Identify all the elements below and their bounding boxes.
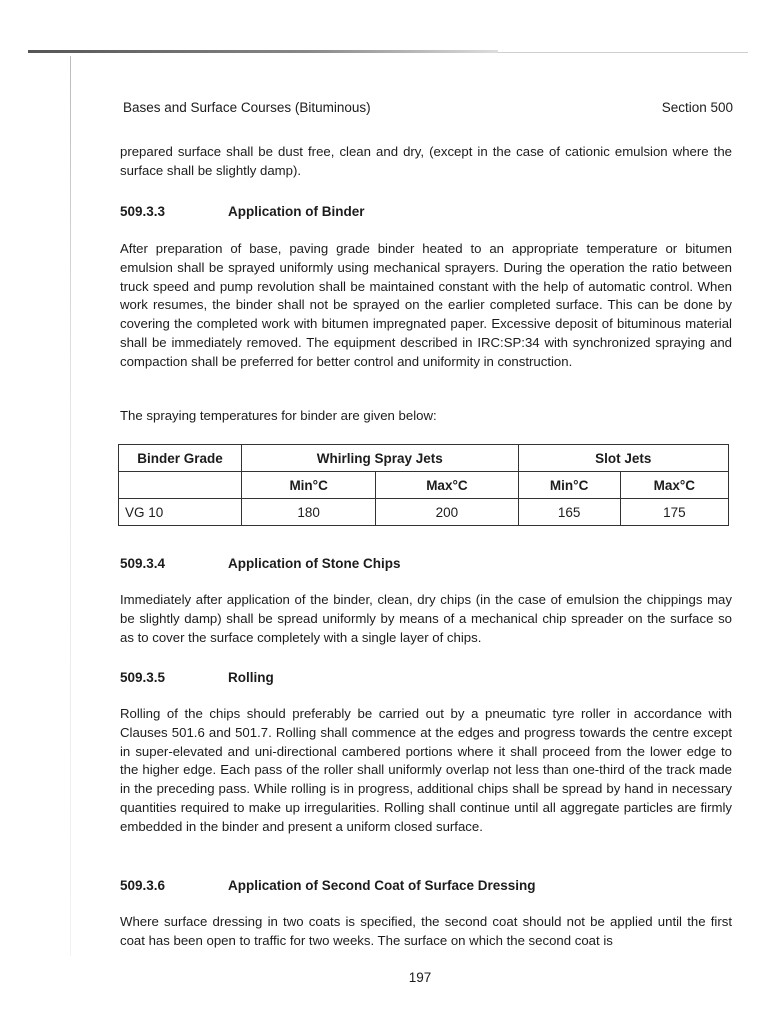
section-number: 509.3.5	[120, 670, 166, 685]
section-heading-509-3-6	[120, 878, 536, 893]
section-number: 509.3.6	[120, 878, 166, 893]
subheader-cell: Max°C	[620, 472, 728, 499]
value-cell: 175	[620, 499, 728, 526]
spraying-temperature-table	[118, 444, 729, 526]
section-title: Application of Binder	[228, 204, 365, 219]
grade-cell: VG 10	[119, 499, 242, 526]
header-title: Bases and Surface Courses (Bituminous)	[123, 100, 371, 115]
section-heading-509-3-5	[120, 670, 274, 685]
section-paragraph-509-3-6: Where surface dressing in two coats is specified, the second coat should not be applied until the first coat has been open to traffic for two weeks. The surface on which the second coat is	[120, 914, 732, 948]
section-title: Rolling	[228, 670, 274, 685]
table-row	[119, 499, 729, 526]
intro-paragraph: prepared surface shall be dust free, clean and dry, (except in the case of cationic emulsion where the surface shall be slightly damp).	[120, 144, 732, 178]
empty-cell	[119, 472, 242, 499]
table-header-row	[119, 445, 729, 472]
section-paragraph-509-3-5: Rolling of the chips should preferably be carried out by a pneumatic tyre roller in accordance with Clauses 501.6 and 501.7. Rolling shall commence at the edges and progress towards the centre except in super-elevated and uni-directional cambered portions where it shall proceed from the lower edge to the higher edge. Each pass of the roller shall uniformly overlap not less than one-third of the track made in the preceding pass. While rolling is in progress, additional chips shall be spread by hand in necessary quantities required to make up irregularities. Rolling shall continue until all aggregate particles are firmly embedded in the binder and present a uniform closed surface.	[120, 706, 732, 834]
section-title: Application of Stone Chips	[228, 556, 401, 571]
scan-artifact-line-faint	[498, 52, 748, 53]
section-heading-509-3-3	[120, 204, 365, 219]
col-whirling-spray-jets: Whirling Spray Jets	[242, 445, 519, 472]
running-header	[123, 100, 733, 115]
section-paragraph-509-3-3: After preparation of base, paving grade binder heated to an appropriate temperature or bitumen emulsion shall be sprayed uniformly using mechanical sprayers. During the operation the ratio between truck speed and pump revolution shall be maintained constant with the help of automatic control. When work resumes, the binder shall not be sprayed on the earlier completed surface. This can be done by covering the completed work with bitumen impregnated paper. Excessive deposit of bituminous material shall be immediately removed. The equipment described in IRC:SP:34 with synchronized spraying and compaction shall be preferred for better control and uniformity in construction.	[120, 241, 732, 369]
page-number: 197	[408, 970, 432, 985]
section-paragraph-509-3-4: Immediately after application of the binder, clean, dry chips (in the case of emulsion the chippings may be slightly damp) shall be spread uniformly by means of a mechanical chip spreader on the surface so as to cover the surface completely with a single layer of chips.	[120, 592, 732, 645]
subheader-cell: Max°C	[376, 472, 518, 499]
value-cell: 200	[376, 499, 518, 526]
col-binder-grade: Binder Grade	[119, 445, 242, 472]
subheader-cell: Min°C	[242, 472, 376, 499]
section-heading-509-3-4	[120, 556, 401, 571]
header-section: Section 500	[661, 100, 733, 115]
col-slot-jets: Slot Jets	[518, 445, 728, 472]
table-subheader-row	[119, 472, 729, 499]
binding-edge-shadow	[70, 56, 71, 956]
table-intro: The spraying temperatures for binder are given below:	[120, 408, 437, 423]
value-cell: 165	[518, 499, 620, 526]
section-number: 509.3.3	[120, 204, 166, 219]
section-number: 509.3.4	[120, 556, 166, 571]
value-cell: 180	[242, 499, 376, 526]
section-title: Application of Second Coat of Surface Dressing	[228, 878, 536, 893]
subheader-cell: Min°C	[518, 472, 620, 499]
scan-artifact-line	[28, 50, 498, 53]
